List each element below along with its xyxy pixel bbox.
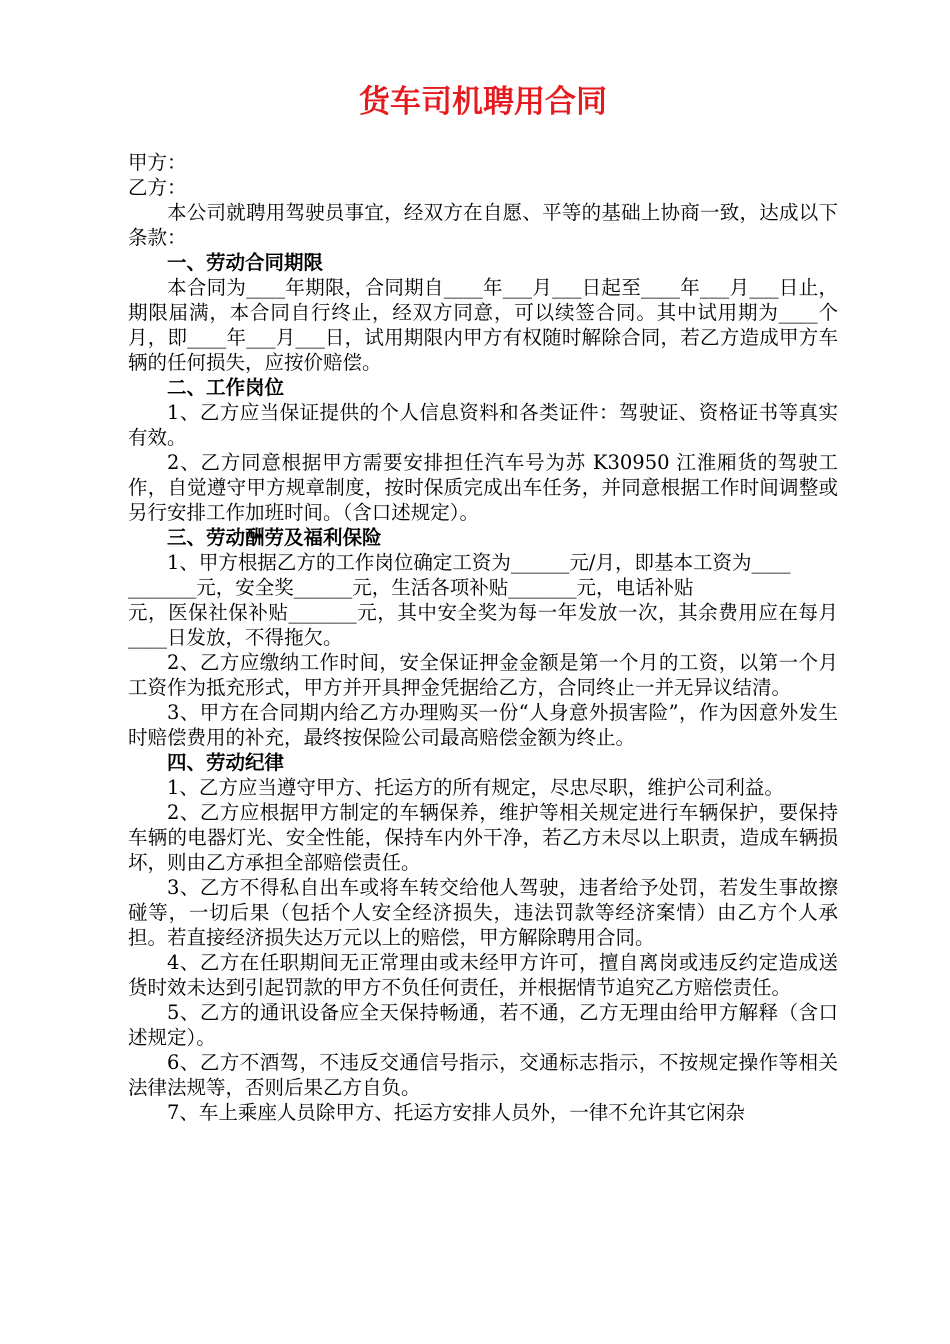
section-4-paragraph-5: 5、乙方的通讯设备应全天保持畅通，若不通，乙方无理由给甲方解释（含口述规定）。 <box>128 1001 838 1049</box>
section-3-paragraph-2: 2、乙方应缴纳工作时间，安全保证押金金额是第一个月的工资，以第一个月工资作为抵充形式，甲方并开具押金凭据给乙方，合同终止一并无异议结清。 <box>128 651 838 699</box>
intro-paragraph: 本公司就聘用驾驶员事宜，经双方在自愿、平等的基础上协商一致，达成以下条款： <box>128 201 838 249</box>
section-1-heading: 一、劳动合同期限 <box>167 251 324 274</box>
section-3-paragraph-3: 3、甲方在合同期内给乙方办理购买一份“人身意外损害险”，作为因意外发生时赔偿费用的补充，最终按保险公司最高赔偿金额为终止。 <box>128 701 838 749</box>
section-3-heading: 三、劳动酬劳及福利保险 <box>167 526 382 549</box>
section-2-heading: 二、工作岗位 <box>167 376 285 399</box>
document-title: 货车司机聘用合同 <box>359 84 607 120</box>
document-body <box>128 150 838 1125</box>
section-4-paragraph-1: 1、乙方应当遵守甲方、托运方的所有规定，尽忠尽职，维护公司利益。 <box>167 776 784 799</box>
party-b-label: 乙方： <box>128 176 187 199</box>
section-4-heading: 四、劳动纪律 <box>167 751 285 774</box>
section-3-paragraph-1-rest: 元，医保社保补贴_______元，其中安全奖为每一年发放一次，其余费用应在每月____日发放，不得拖欠。 <box>128 601 838 649</box>
section-4-paragraph-7: 7、车上乘座人员除甲方、托运方安排人员外，一律不允许其它闲杂 <box>167 1101 745 1124</box>
section-3-paragraph-1-line-2: _______元，安全奖______元，生活各项补贴_______元，电话补贴 <box>128 576 694 599</box>
section-1-paragraph-1: 本合同为____年期限，合同期自____年___月___日起至____年___月___日止，期限届满，本合同自行终止，经双方同意，可以续签合同。其中试用期为____个月，即____年___月___日，试用期限内甲方有权随时解除合同，若乙方造成甲方车辆的任何损失，应按价赔偿。 <box>128 276 838 374</box>
section-2-paragraph-2: 2、乙方同意根据甲方需要安排担任汽车号为苏 K30950 江淮厢货的驾驶工作，自觉遵守甲方规章制度，按时保质完成出车任务，并同意根据工作时间调整或另行安排工作加班时间。（含口述规定）。 <box>128 451 838 524</box>
section-4-paragraph-2: 2、乙方应根据甲方制定的车辆保养，维护等相关规定进行车辆保护，要保持车辆的电器灯光、安全性能，保持车内外干净，若乙方未尽以上职责，造成车辆损坏，则由乙方承担全部赔偿责任。 <box>128 801 838 874</box>
section-4-paragraph-4: 4、乙方在任职期间无正常理由或未经甲方许可，擅自离岗或违反约定造成送货时效未达到引起罚款的甲方不负任何责任，并根据情节追究乙方赔偿责任。 <box>128 951 838 999</box>
party-a-label: 甲方： <box>128 151 187 174</box>
section-3-paragraph-1-line-1: 1、甲方根据乙方的工作岗位确定工资为______元/月，即基本工资为____ <box>167 551 791 574</box>
section-4-paragraph-3: 3、乙方不得私自出车或将车转交给他人驾驶，违者给予处罚，若发生事故擦碰等，一切后果（包括个人安全经济损失，违法罚款等经济案情）由乙方个人承担。若直接经济损失达万元以上的赔偿，甲方解除聘用合同。 <box>128 876 838 949</box>
section-2-paragraph-1: 1、乙方应当保证提供的个人信息资料和各类证件：驾驶证、资格证书等真实有效。 <box>128 401 838 449</box>
section-4-paragraph-6: 6、乙方不酒驾，不违反交通信号指示，交通标志指示，不按规定操作等相关法律法规等，否则后果乙方自负。 <box>128 1051 838 1099</box>
